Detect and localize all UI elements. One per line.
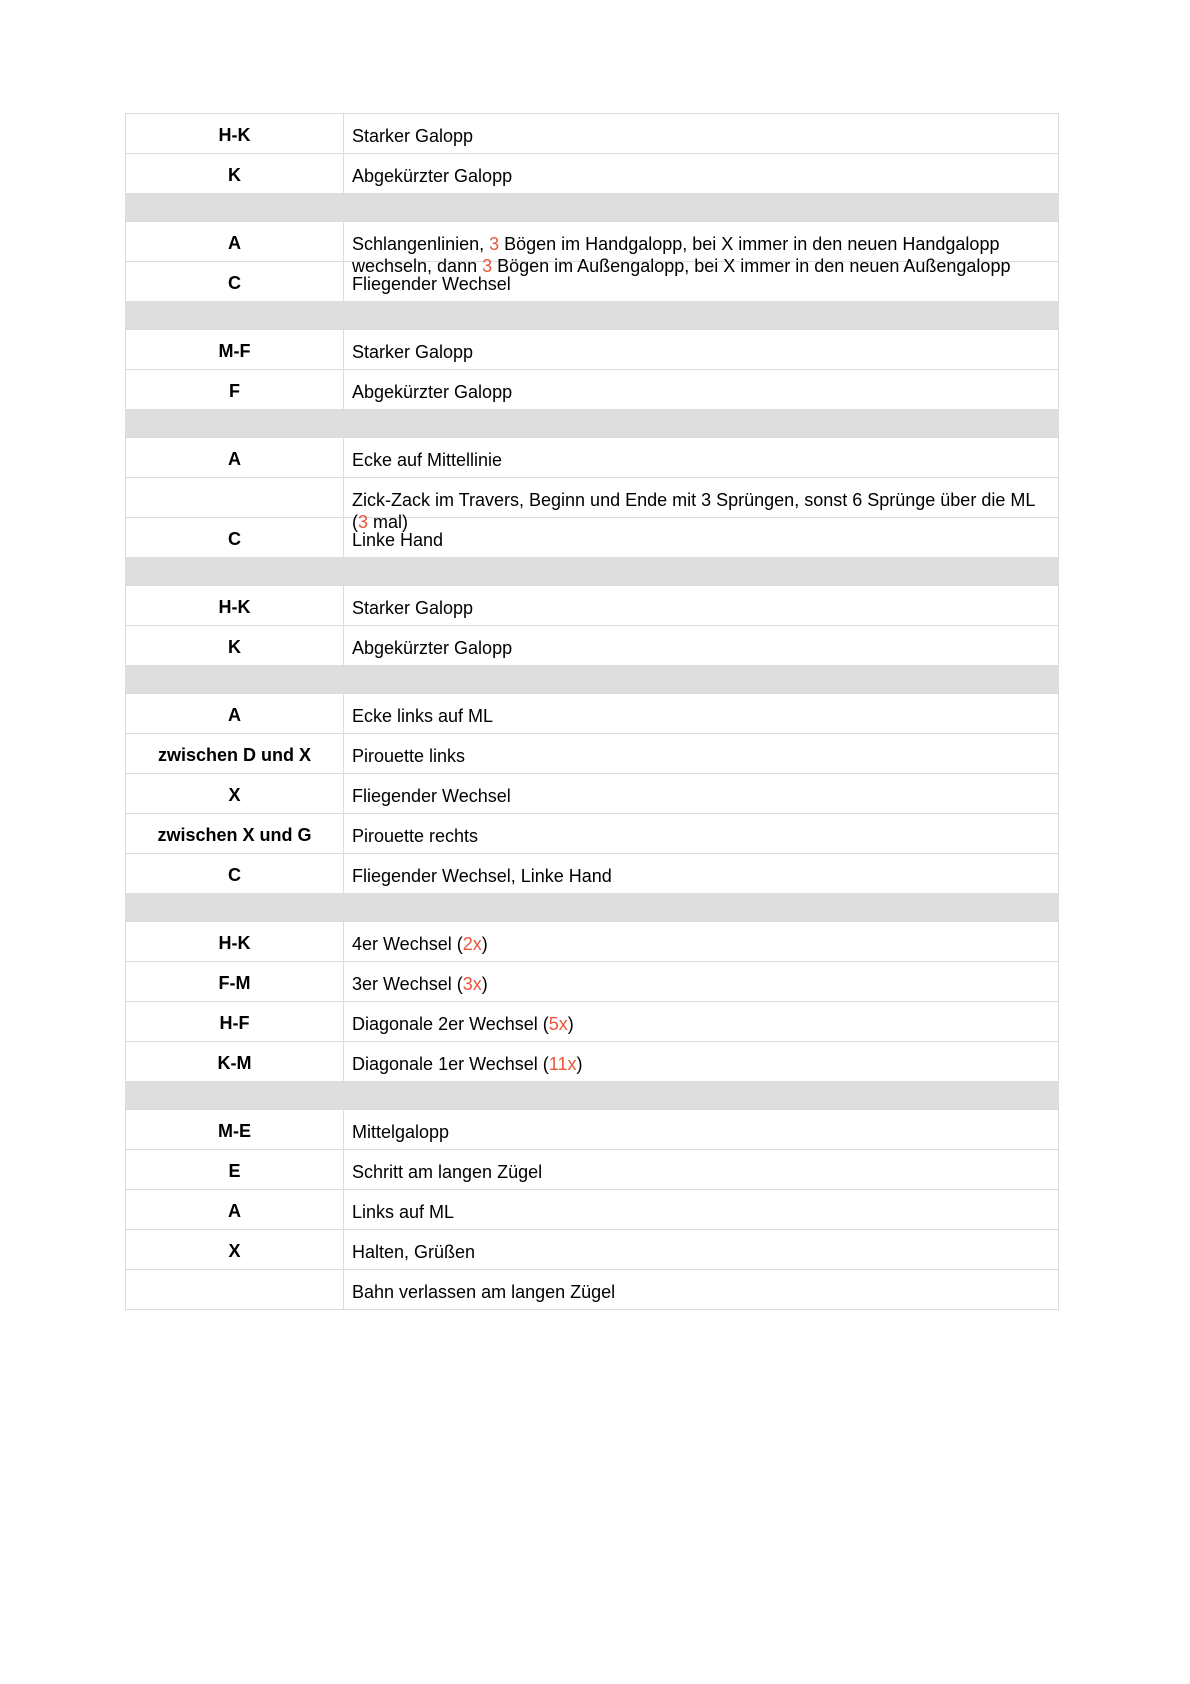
position-cell (126, 518, 344, 558)
position-label: zwischen X und G (157, 825, 312, 845)
position-label: K (228, 165, 241, 185)
position-cell (126, 586, 344, 626)
description-text: Starker Galopp (352, 598, 474, 618)
description-text: Abgekürzter Galopp (352, 382, 513, 402)
table-row (126, 1042, 1059, 1082)
description-text: Halten, Grüßen (352, 1242, 476, 1262)
table-row (126, 1230, 1059, 1270)
description-text: Pirouette rechts (352, 826, 479, 846)
position-cell (126, 478, 344, 518)
movement-description (344, 518, 1058, 557)
divider-cell (344, 302, 1059, 330)
movement-description (344, 854, 1058, 893)
movement-description (344, 330, 1058, 369)
position-label: zwischen D und X (157, 745, 312, 765)
highlighted-count: 5x (548, 1014, 568, 1034)
description-text: 3er Wechsel ( (352, 974, 463, 994)
highlighted-count: 2x (462, 934, 482, 954)
movement-description (344, 1190, 1058, 1229)
description-text: Ecke links auf ML (352, 706, 494, 726)
position-label: C (228, 273, 241, 293)
movement-cell (344, 370, 1059, 410)
movement-description (344, 1270, 1058, 1309)
movement-description (344, 154, 1058, 193)
position-label: M-E (218, 1121, 251, 1141)
position-label: A (228, 449, 241, 469)
divider-cell (126, 558, 344, 586)
divider-cell (126, 1082, 344, 1110)
movement-cell (344, 1002, 1059, 1042)
description-text: ) (576, 1054, 583, 1074)
description-text: Bögen im Handgalopp, bei X immer in den neuen Handgalopp wechseln, dann (352, 234, 1000, 276)
movement-description (344, 734, 1058, 773)
movement-cell (344, 1042, 1059, 1082)
movement-cell (344, 814, 1059, 854)
description-text: ) (567, 1014, 574, 1034)
movement-cell (344, 922, 1059, 962)
position-label: F-M (218, 973, 251, 993)
position-cell (126, 154, 344, 194)
section-divider-row (126, 894, 1059, 922)
divider-cell (344, 410, 1059, 438)
section-divider-row (126, 410, 1059, 438)
description-text: Fliegender Wechsel (352, 786, 511, 806)
section-divider-row (126, 1082, 1059, 1110)
position-cell (126, 222, 344, 262)
position-label: C (228, 529, 241, 549)
movement-cell (344, 962, 1059, 1002)
table-row (126, 114, 1059, 154)
position-cell (126, 1002, 344, 1042)
description-text: mal) (368, 512, 409, 532)
movement-description (344, 774, 1058, 813)
section-divider-row (126, 194, 1059, 222)
movement-description (344, 1230, 1058, 1269)
movement-description (344, 586, 1058, 625)
position-label: H-K (218, 597, 251, 617)
movement-description (344, 922, 1058, 961)
table-row (126, 774, 1059, 814)
table-row (126, 1150, 1059, 1190)
highlighted-count: 3 (482, 256, 493, 276)
position-cell (126, 1150, 344, 1190)
position-label: A (228, 233, 241, 253)
table-row (126, 438, 1059, 478)
position-label: F (229, 381, 240, 401)
description-text: Diagonale 1er Wechsel ( (352, 1054, 549, 1074)
divider-cell (126, 410, 344, 438)
table-row (126, 518, 1059, 558)
description-text: Starker Galopp (352, 126, 474, 146)
table-row (126, 734, 1059, 774)
description-text: ) (481, 974, 488, 994)
position-cell (126, 774, 344, 814)
description-text: 4er Wechsel ( (352, 934, 463, 954)
movement-description (344, 1110, 1058, 1149)
position-cell (126, 626, 344, 666)
movement-cell (344, 1190, 1059, 1230)
dressage-test-table (125, 113, 1059, 1310)
position-label: H-K (218, 933, 251, 953)
movement-description (344, 478, 1058, 532)
position-label: X (228, 1241, 241, 1261)
position-label: M-F (218, 341, 251, 361)
position-cell (126, 694, 344, 734)
movement-cell (344, 734, 1059, 774)
table-row (126, 586, 1059, 626)
movement-cell (344, 626, 1059, 666)
position-cell (126, 814, 344, 854)
table-row (126, 222, 1059, 262)
movement-description (344, 626, 1058, 665)
position-cell (126, 734, 344, 774)
divider-cell (344, 194, 1059, 222)
description-text: Schritt am langen Zügel (352, 1162, 543, 1182)
movement-description (344, 1042, 1058, 1081)
table-row (126, 1110, 1059, 1150)
divider-cell (344, 666, 1059, 694)
movement-description (344, 438, 1058, 477)
table-row (126, 154, 1059, 194)
divider-cell (126, 666, 344, 694)
position-cell (126, 962, 344, 1002)
movement-cell (344, 854, 1059, 894)
description-text: Bögen im Außengalopp, bei X immer in den neuen Außengalopp (492, 256, 1011, 276)
divider-cell (126, 302, 344, 330)
description-text: Starker Galopp (352, 342, 474, 362)
position-label: X (228, 785, 241, 805)
position-label (126, 1270, 343, 1309)
divider-cell (126, 894, 344, 922)
table-row (126, 478, 1059, 518)
position-label: A (228, 705, 241, 725)
highlighted-count: 3 (358, 512, 369, 532)
table-row (126, 1270, 1059, 1310)
table-row (126, 330, 1059, 370)
position-cell (126, 854, 344, 894)
description-text: Abgekürzter Galopp (352, 638, 513, 658)
position-cell (126, 370, 344, 410)
description-text: Schlangenlinien, (352, 234, 490, 254)
position-label (126, 478, 343, 517)
movement-description (344, 962, 1058, 1001)
description-text: Zick-Zack im Travers, Beginn und Ende mit 3 Sprüngen, sonst 6 Sprünge über die ML ( (352, 490, 1035, 532)
position-cell (126, 438, 344, 478)
description-text: Ecke auf Mittellinie (352, 450, 503, 470)
movement-description (344, 222, 1058, 276)
movement-cell (344, 694, 1059, 734)
movement-cell (344, 154, 1059, 194)
position-label: E (228, 1161, 241, 1181)
description-text: Linke Hand (352, 530, 444, 550)
table-body (126, 114, 1059, 1310)
table-row (126, 814, 1059, 854)
movement-cell (344, 1150, 1059, 1190)
position-cell (126, 1042, 344, 1082)
movement-cell (344, 774, 1059, 814)
table-row (126, 626, 1059, 666)
position-label: C (228, 865, 241, 885)
position-label: A (228, 1201, 241, 1221)
position-cell (126, 1190, 344, 1230)
movement-description (344, 814, 1058, 853)
movement-cell (344, 518, 1059, 558)
movement-description (344, 1002, 1058, 1041)
section-divider-row (126, 302, 1059, 330)
divider-cell (344, 894, 1059, 922)
description-text: Links auf ML (352, 1202, 455, 1222)
movement-cell (344, 330, 1059, 370)
description-text: Bahn verlassen am langen Zügel (352, 1282, 616, 1302)
position-cell (126, 1270, 344, 1310)
divider-cell (344, 558, 1059, 586)
description-text: ) (481, 934, 488, 954)
description-text: Fliegender Wechsel (352, 274, 511, 294)
movement-cell (344, 478, 1059, 532)
highlighted-count: 3 (489, 234, 500, 254)
table-row (126, 962, 1059, 1002)
description-text: Abgekürzter Galopp (352, 166, 513, 186)
movement-cell (344, 1110, 1059, 1150)
table-row (126, 1002, 1059, 1042)
section-divider-row (126, 558, 1059, 586)
position-label: K (228, 637, 241, 657)
position-cell (126, 922, 344, 962)
highlighted-count: 3x (462, 974, 482, 994)
divider-cell (344, 1082, 1059, 1110)
movement-cell (344, 1230, 1059, 1270)
movement-description (344, 1150, 1058, 1189)
movement-cell (344, 586, 1059, 626)
movement-cell (344, 1270, 1059, 1310)
movement-description (344, 694, 1058, 733)
position-label: H-K (218, 125, 251, 145)
description-text: Pirouette links (352, 746, 466, 766)
position-label: H-F (219, 1013, 250, 1033)
section-divider-row (126, 666, 1059, 694)
movement-description (344, 370, 1058, 409)
table-row (126, 694, 1059, 734)
highlighted-count: 11x (548, 1054, 577, 1074)
table-row (126, 854, 1059, 894)
position-cell (126, 1230, 344, 1270)
position-label: K-M (217, 1053, 252, 1073)
table-row (126, 922, 1059, 962)
movement-cell (344, 222, 1059, 276)
position-cell (126, 1110, 344, 1150)
description-text: Fliegender Wechsel, Linke Hand (352, 866, 612, 886)
description-text: Mittelgalopp (352, 1122, 450, 1142)
divider-cell (126, 194, 344, 222)
description-text: Diagonale 2er Wechsel ( (352, 1014, 549, 1034)
position-cell (126, 330, 344, 370)
movement-cell (344, 114, 1059, 154)
table-row (126, 1190, 1059, 1230)
movement-description (344, 114, 1058, 153)
table-row (126, 370, 1059, 410)
position-cell (126, 262, 344, 302)
movement-cell (344, 438, 1059, 478)
position-cell (126, 114, 344, 154)
